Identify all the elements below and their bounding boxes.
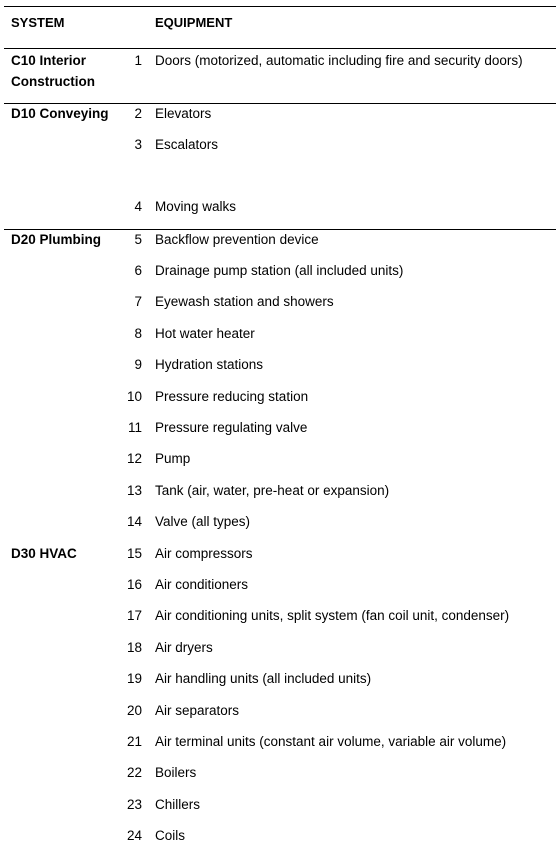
system-label-d10: D10 Conveying <box>11 106 109 121</box>
equipment-item: Moving walks <box>155 199 237 214</box>
equipment-item: Pressure regulating valve <box>155 420 308 435</box>
item-number: 16 <box>126 577 142 592</box>
equipment-item: Pump <box>155 451 191 466</box>
system-label-c10: C10 Interior Construction <box>11 53 95 89</box>
table-top-rule <box>4 6 556 7</box>
equipment-item: Elevators <box>155 106 212 121</box>
equipment-column-header: EQUIPMENT <box>155 15 233 30</box>
equipment-item: Valve (all types) <box>155 514 251 529</box>
item-number: 17 <box>126 608 142 623</box>
equipment-item: Backflow prevention device <box>155 232 319 247</box>
system-label-d20: D20 Plumbing <box>11 232 102 247</box>
equipment-item: Air dryers <box>155 640 213 655</box>
equipment-item: Air handling units (all included units) <box>155 671 372 686</box>
equipment-item: Hydration stations <box>155 357 264 372</box>
item-number: 11 <box>127 420 142 435</box>
item-number: 6 <box>134 263 142 278</box>
equipment-item: Eyewash station and showers <box>155 294 334 309</box>
item-number: 20 <box>126 703 142 718</box>
equipment-item: Boilers <box>155 765 197 780</box>
equipment-item: Air conditioning units, split system (fan coil unit, condenser) <box>155 608 510 623</box>
equipment-item: Hot water heater <box>155 326 255 341</box>
item-number: 5 <box>134 232 142 247</box>
equipment-item: Pressure reducing station <box>155 389 309 404</box>
item-number: 14 <box>126 514 142 529</box>
equipment-item: Drainage pump station (all included units) <box>155 263 404 278</box>
equipment-item: Escalators <box>155 137 219 152</box>
equipment-item: Air terminal units (constant air volume, variable air volume) <box>155 734 507 749</box>
item-number: 4 <box>134 199 142 214</box>
equipment-item: Doors (motorized, automatic including fire and security doors) <box>155 53 523 68</box>
equipment-item: Tank (air, water, pre-heat or expansion) <box>155 483 390 498</box>
item-number: 23 <box>126 797 142 812</box>
item-number: 10 <box>126 389 142 404</box>
equipment-item: Chillers <box>155 797 201 812</box>
equipment-item: Air conditioners <box>155 577 249 592</box>
item-number: 8 <box>134 326 142 341</box>
item-number: 24 <box>126 828 142 843</box>
item-number: 3 <box>134 137 142 152</box>
item-number: 9 <box>134 357 142 372</box>
item-number: 7 <box>134 294 142 309</box>
system-label-d30: D30 HVAC <box>11 546 77 561</box>
equipment-table <box>4 6 556 853</box>
item-number: 12 <box>126 451 142 466</box>
equipment-item: Air compressors <box>155 546 253 561</box>
item-number: 1 <box>134 53 142 68</box>
item-number: 15 <box>126 546 142 561</box>
item-number: 2 <box>134 106 142 121</box>
item-number: 18 <box>126 640 142 655</box>
item-number: 13 <box>126 483 142 498</box>
header-bottom-rule <box>4 48 556 49</box>
item-number: 22 <box>126 765 142 780</box>
item-number: 19 <box>126 671 142 686</box>
equipment-item: Air separators <box>155 703 240 718</box>
item-number: 21 <box>126 734 142 749</box>
equipment-item: Coils <box>155 828 186 843</box>
system-column-header: SYSTEM <box>11 15 65 30</box>
